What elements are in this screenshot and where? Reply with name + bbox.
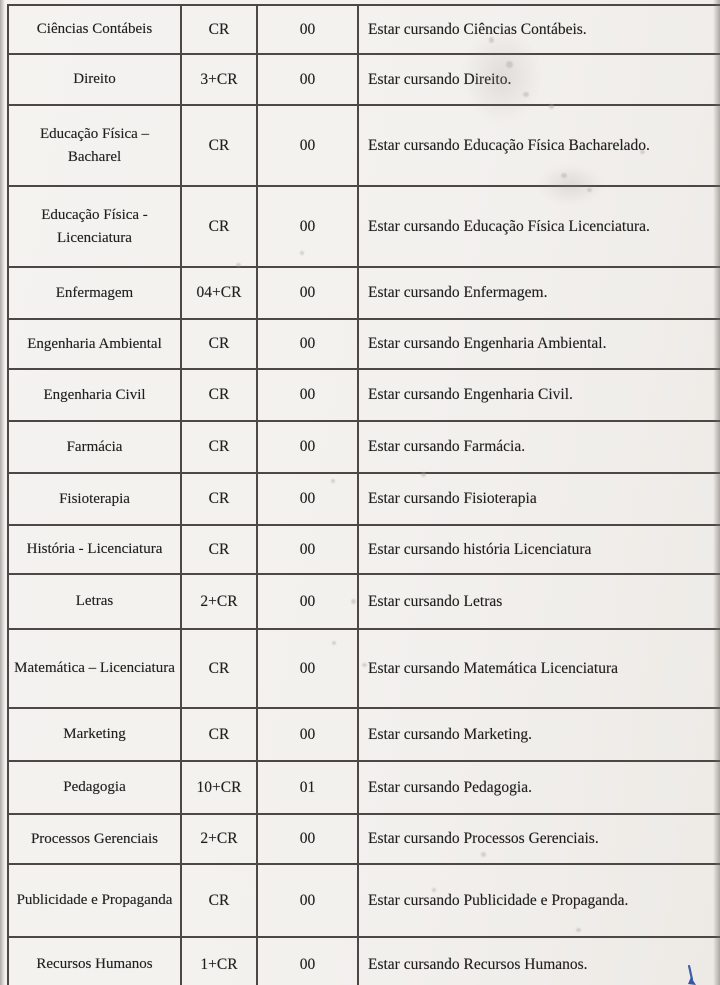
course-cell: Educação Física - Licenciatura	[8, 186, 181, 267]
scan-noise	[462, 28, 542, 124]
table-row	[8, 864, 720, 937]
code-cell: CR	[181, 525, 257, 574]
requirement-cell: Estar cursando Marketing.	[358, 708, 720, 761]
scan-noise	[362, 663, 367, 667]
code-cell: CR	[181, 629, 257, 708]
scan-noise	[538, 165, 604, 205]
count-cell: 00	[257, 5, 358, 54]
requirement-cell: Estar cursando história Licenciatura	[358, 525, 720, 574]
count-cell: 00	[257, 814, 358, 864]
scan-noise	[236, 263, 241, 267]
scan-noise	[351, 599, 356, 604]
requirement-cell: Estar cursando Educação Física Licenciatura.	[358, 186, 720, 267]
table-row	[8, 319, 720, 369]
scan-noise	[561, 173, 567, 178]
course-cell: Marketing	[8, 708, 181, 761]
scan-noise	[300, 251, 304, 255]
code-cell: CR	[181, 5, 257, 54]
count-cell: 00	[257, 525, 358, 574]
count-cell: 00	[257, 186, 358, 267]
code-cell: 2+CR	[181, 814, 257, 864]
scan-noise	[506, 61, 513, 68]
count-cell: 01	[257, 761, 358, 814]
requirement-cell: Estar cursando Direito.	[358, 54, 720, 105]
table-row	[8, 708, 720, 761]
code-cell: CR	[181, 319, 257, 369]
course-cell: Enfermagem	[8, 267, 181, 319]
count-cell: 00	[257, 473, 358, 525]
requirement-cell: Estar cursando Engenharia Civil.	[358, 369, 720, 421]
scan-edge-left	[0, 0, 5, 985]
count-cell: 00	[257, 105, 358, 186]
scan-noise	[587, 188, 592, 192]
count-cell: 00	[257, 629, 358, 708]
scan-noise	[421, 472, 426, 477]
table-row	[8, 54, 720, 105]
table-row	[8, 473, 720, 525]
course-cell: Matemática – Licenciatura	[8, 629, 181, 708]
table-row	[8, 761, 720, 814]
scan-noise	[432, 888, 436, 892]
course-cell: Processos Gerenciais	[8, 814, 181, 864]
requirement-cell: Estar cursando Publicidade e Propaganda.	[358, 864, 720, 937]
requirement-cell: Estar cursando Enfermagem.	[358, 267, 720, 319]
requirement-cell: Estar cursando Recursos Humanos.	[358, 937, 720, 985]
count-cell: 00	[257, 421, 358, 473]
count-cell: 00	[257, 864, 358, 937]
course-cell: Engenharia Ambiental	[8, 319, 181, 369]
count-cell: 00	[257, 937, 358, 985]
course-cell: Farmácia	[8, 421, 181, 473]
course-cell: Engenharia Civil	[8, 369, 181, 421]
requirement-cell: Estar cursando Farmácia.	[358, 421, 720, 473]
table-row	[8, 421, 720, 473]
requirement-cell: Estar cursando Letras	[358, 574, 720, 629]
scan-noise	[576, 928, 581, 932]
course-cell: Ciências Contábeis	[8, 5, 181, 54]
pen-mark-stroke	[689, 966, 692, 979]
table-row	[8, 574, 720, 629]
table-row	[8, 629, 720, 708]
table-body	[8, 5, 720, 985]
count-cell: 00	[257, 319, 358, 369]
scan-noise	[549, 104, 554, 109]
course-cell: Direito	[8, 54, 181, 105]
code-cell: CR	[181, 369, 257, 421]
requirement-cell: Estar cursando Educação Física Bacharelado.	[358, 105, 720, 186]
scan-noise	[331, 479, 335, 483]
code-cell: CR	[181, 708, 257, 761]
code-cell: CR	[181, 421, 257, 473]
count-cell: 00	[257, 574, 358, 629]
count-cell: 00	[257, 54, 358, 105]
scan-noise	[332, 641, 336, 645]
code-cell: 2+CR	[181, 574, 257, 629]
pen-mark	[682, 960, 704, 985]
code-cell: CR	[181, 186, 257, 267]
course-cell: Letras	[8, 574, 181, 629]
code-cell: CR	[181, 473, 257, 525]
course-cell: Fisioterapia	[8, 473, 181, 525]
code-cell: 04+CR	[181, 267, 257, 319]
count-cell: 00	[257, 369, 358, 421]
course-requirements-table	[7, 4, 720, 985]
code-cell: CR	[181, 864, 257, 937]
table-row	[8, 814, 720, 864]
course-cell: Educação Física – Bacharel	[8, 105, 181, 186]
requirement-cell: Estar cursando Fisioterapia	[358, 473, 720, 525]
table-row	[8, 186, 720, 267]
table-row	[8, 525, 720, 574]
course-cell: Publicidade e Propaganda	[8, 864, 181, 937]
table-container	[7, 4, 720, 985]
table-row	[8, 5, 720, 54]
scan-noise	[523, 92, 529, 97]
scan-noise	[640, 150, 645, 154]
requirement-cell: Estar cursando Matemática Licenciatura	[358, 629, 720, 708]
table-row	[8, 267, 720, 319]
code-cell: 10+CR	[181, 761, 257, 814]
requirement-cell: Estar cursando Pedagogia.	[358, 761, 720, 814]
requirement-cell: Estar cursando Ciências Contábeis.	[358, 5, 720, 54]
table-row	[8, 937, 720, 985]
code-cell: 1+CR	[181, 937, 257, 985]
requirement-cell: Estar cursando Processos Gerenciais.	[358, 814, 720, 864]
count-cell: 00	[257, 267, 358, 319]
table-row	[8, 105, 720, 186]
course-cell: Recursos Humanos	[8, 937, 181, 985]
table-row	[8, 369, 720, 421]
count-cell: 00	[257, 708, 358, 761]
course-cell: História - Licenciatura	[8, 525, 181, 574]
course-cell: Pedagogia	[8, 761, 181, 814]
scan-edge-right	[713, 0, 720, 985]
requirement-cell: Estar cursando Engenharia Ambiental.	[358, 319, 720, 369]
scan-noise	[481, 852, 486, 857]
code-cell: CR	[181, 105, 257, 186]
code-cell: 3+CR	[181, 54, 257, 105]
scan-noise	[489, 37, 494, 43]
